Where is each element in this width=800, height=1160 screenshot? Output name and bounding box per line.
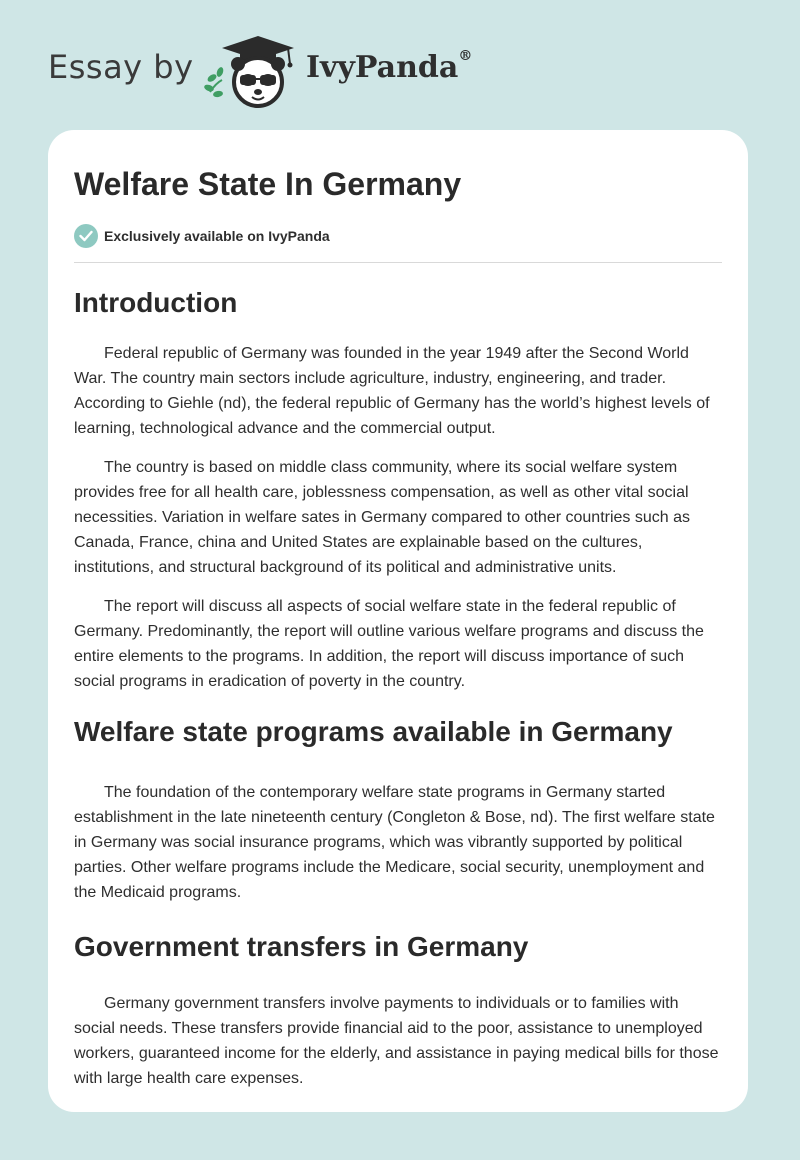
badge-text: Exclusively available on IvyPanda (104, 228, 330, 244)
paragraph: The report will discuss all aspects of social welfare state in the federal republic of Germany. Predominantly, the report will outline various welfare programs and discuss the entire elements to the programs. In addition, the report will discuss importance of such social programs in eradication of poverty in the country. (74, 598, 704, 690)
panda-graduate-logo-icon[interactable] (200, 30, 300, 110)
paragraph: Federal republic of Germany was founded in the year 1949 after the Second World War. The country main sectors include agriculture, industry, engineering, and trader. According to Giehle (nd), the federal republic of Germany has the world’s highest levels of learning, technological advance and the commercial output. (74, 345, 710, 437)
essay-card (48, 130, 748, 1112)
section-heading-government-transfers: Government transfers in Germany (74, 931, 529, 962)
paragraph: Germany government transfers involve payments to individuals or to families with social needs. These transfers provide financial aid to the poor, assistance to unemployed workers, guaranteed income for the elderly, and assistance in paying medical bills for those with large health care expenses. (74, 995, 719, 1087)
registered-mark: ® (458, 48, 473, 64)
paragraph: The foundation of the contemporary welfare state programs in Germany started establishment in the late nineteenth century (Congleton & Bose, nd). The first welfare state in Germany was social insurance programs, which was vibrantly supported by political parties. Other welfare programs include the Medicare, social security, unemployment and the Medicaid programs. (74, 784, 715, 901)
section-heading-introduction: Introduction (74, 287, 238, 318)
brand-name: IvyPanda® (306, 48, 473, 85)
brand-prefix: Essay by (48, 48, 194, 86)
check-circle-icon (74, 224, 98, 248)
page-title: Welfare State In Germany (74, 166, 462, 202)
divider (74, 262, 722, 263)
paragraph: The country is based on middle class community, where its social welfare system provides free for all health care, joblessness compensation, as well as other vital social necessities. Variation in welfare sates in Germany compared to other countries such as Canada, France, china and United States are explainable based on the cultures, institutions, and structural background of its political and administrative units. (74, 459, 690, 576)
brand-header (48, 30, 488, 110)
section-heading-welfare-programs: Welfare state programs available in Germany (74, 716, 673, 747)
exclusive-badge (74, 222, 722, 250)
